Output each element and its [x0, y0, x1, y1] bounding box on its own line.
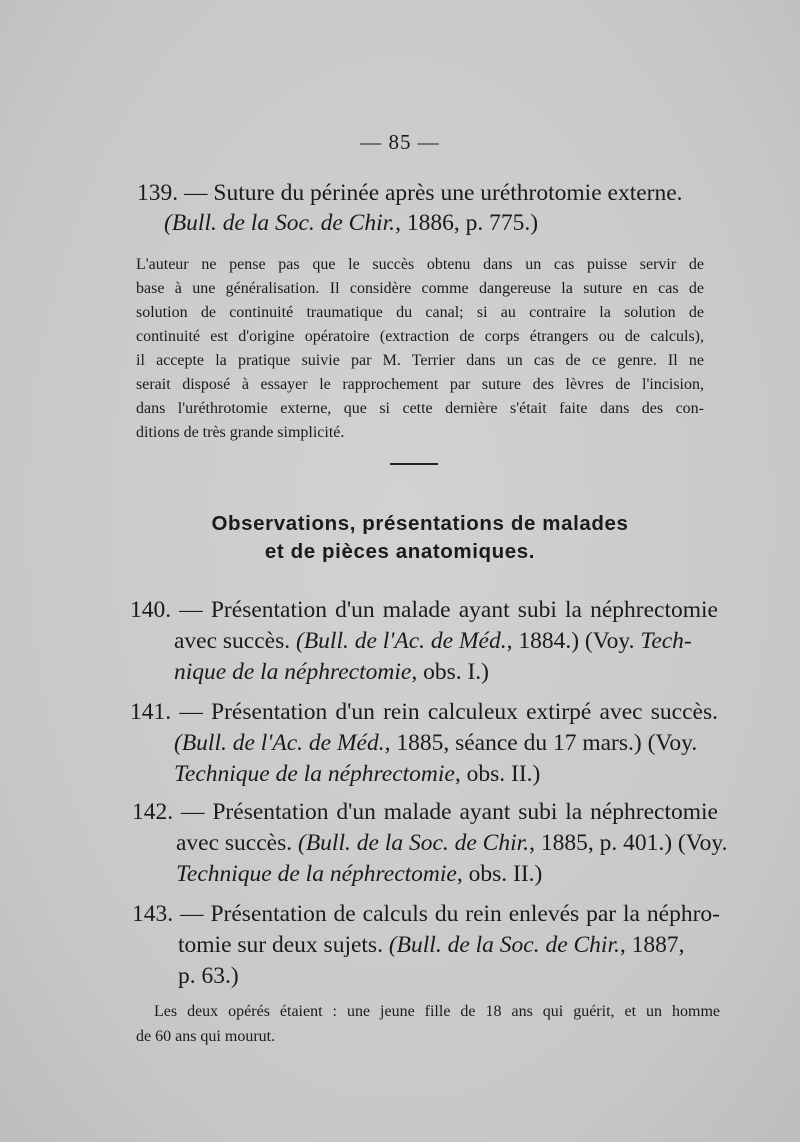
- section-divider: [390, 463, 438, 465]
- entry-143-citation-source: (Bull. de la Soc. de Chir.: [388, 932, 620, 958]
- entry-142-citation-source: (Bull. de la Soc. de Chir.: [298, 830, 530, 856]
- entry-140-line2: [174, 628, 692, 655]
- entry-142-line3: [176, 861, 542, 888]
- entry-142-title: 142. — Présentation d'un malade ayant subi la néphrectomie: [132, 799, 718, 825]
- entry-140-text: avec succès.: [174, 628, 296, 654]
- section-heading-line2: et de pièces anatomiques.: [264, 540, 536, 563]
- entry-143-line3: p. 63.): [178, 963, 239, 989]
- entry-142-line2: [176, 830, 728, 857]
- entry-143-text: tomie sur deux sujets.: [178, 932, 389, 958]
- entry-139-body-line: continuité est d'origine opératoire (extraction de corps étrangers ou de calculs),: [136, 328, 704, 345]
- entry-139-citation-rest: , 1886, p. 775.): [395, 210, 539, 236]
- entry-143-title: 143. — Présentation de calculs du rein enlevés par la néphro-: [132, 901, 720, 927]
- entry-139-body-line: L'auteur ne pense pas que le succès obtenu dans un cas puisse servir de: [136, 256, 704, 273]
- entry-140-reference: nique de la néphrectomie: [174, 659, 412, 685]
- entry-142-reference: Technique de la néphrectomie: [176, 861, 457, 887]
- entry-140-reference: Tech-: [640, 628, 692, 654]
- page-number: — 85 —: [360, 130, 440, 154]
- entry-140-citation-source: (Bull. de l'Ac. de Méd.: [296, 628, 507, 654]
- entry-139-body-line: serait disposé à essayer le rapprochement par suture des lèvres de l'incision,: [136, 376, 704, 393]
- entry-143-note-line1: Les deux opérés étaient : une jeune fille de 18 ans qui guérit, et un homme: [154, 1003, 720, 1020]
- section-heading-line1: Observations, présentations de malades: [211, 512, 629, 535]
- entry-141-line2: [174, 730, 697, 757]
- entry-143-text: , 1887,: [619, 932, 685, 958]
- entry-141-text: , obs. II.): [454, 761, 541, 787]
- entry-140-title: 140. — Présentation d'un malade ayant subi la néphrectomie: [130, 597, 718, 623]
- entry-143-note-line2: de 60 ans qui mourut.: [136, 1028, 276, 1045]
- entry-140-text: , obs. I.): [411, 659, 489, 685]
- entry-139-body-line: dans l'uréthrotomie externe, que si cette dernière s'était faite dans des con-: [136, 400, 704, 417]
- entry-139-body-line: ditions de très grande simplicité.: [136, 424, 345, 441]
- entry-142-text: avec succès.: [176, 830, 298, 856]
- entry-141-title: 141. — Présentation d'un rein calculeux extirpé avec succès.: [130, 699, 718, 725]
- entry-139-title: 139. — Suture du périnée après une uréthrotomie externe.: [137, 180, 683, 206]
- entry-139-citation-source: (Bull. de la Soc. de Chir.: [164, 210, 396, 236]
- entry-141-reference: Technique de la néphrectomie: [174, 761, 455, 787]
- entry-142-text: , 1885, p. 401.) (Voy.: [529, 830, 728, 856]
- entry-140-line3: [174, 659, 489, 686]
- entry-139-body-line: il accepte la pratique suivie par M. Terrier dans un cas de ce genre. Il ne: [136, 352, 704, 369]
- entry-139-body-line: solution de continuité traumatique du canal; si au contraire la solution de: [136, 304, 704, 321]
- entry-141-line3: [174, 761, 540, 788]
- entry-139-citation: [164, 210, 538, 237]
- entry-141-citation-source: (Bull. de l'Ac. de Méd.: [174, 730, 385, 756]
- entry-139-body-line: base à une généralisation. Il considère comme dangereuse la suture en cas de: [136, 280, 704, 297]
- entry-140-text: , 1884.) (Voy.: [506, 628, 641, 654]
- entry-142-text: , obs. II.): [456, 861, 543, 887]
- entry-141-text: , 1885, séance du 17 mars.) (Voy.: [384, 730, 698, 756]
- entry-143-line2: [178, 932, 685, 959]
